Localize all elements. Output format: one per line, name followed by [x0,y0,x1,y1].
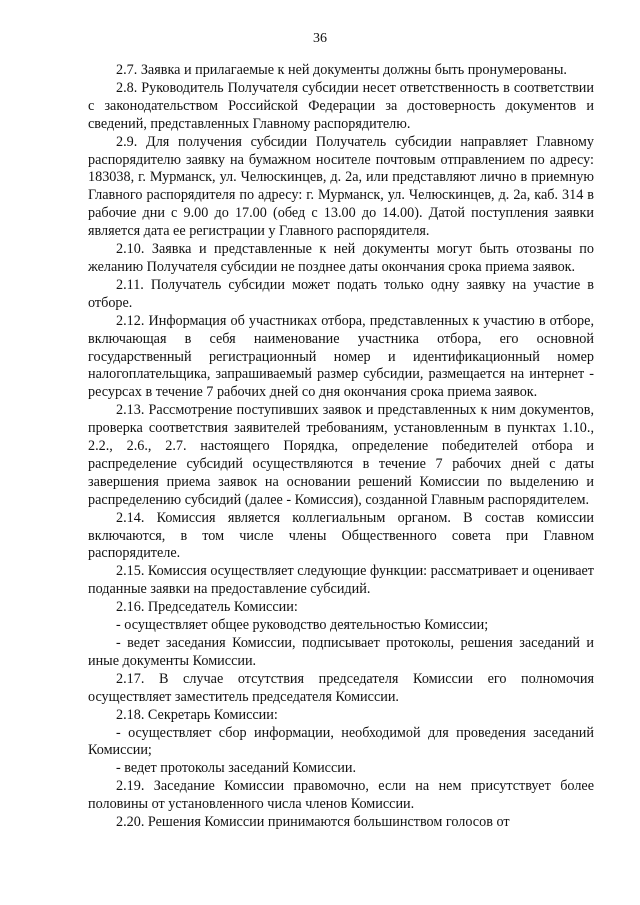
paragraph-2-8: 2.8. Руководитель Получателя субсидии несет ответственность в соответствии с законодательством Российской Федерации за достоверность документов и сведений, представленных Главному распорядителю. [88,79,594,132]
paragraph-2-15: 2.15. Комиссия осуществляет следующие функции: рассматривает и оценивает поданные заявки на предоставление субсидий. [88,563,594,598]
paragraph-2-10: 2.10. Заявка и представленные к ней документы могут быть отозваны по желанию Получателя субсидии не позднее даты окончания срока приема заявок. [88,241,594,275]
list-item: - осуществляет общее руководство деятельностью Комиссии; [116,617,489,634]
list-item: - ведет заседания Комиссии, подписывает протоколы, решения заседаний и иные документы Комиссии. [88,635,594,669]
list-item: - ведет протоколы заседаний Комиссии. [116,760,356,777]
paragraph-2-16: 2.16. Председатель Комиссии: [116,599,298,616]
paragraph-2-13: 2.13. Рассмотрение поступивших заявок и представленных к ним документов, проверка соответствия заявителей требованиям, установленным в пунктах 1.10., 2.2., 2.6., 2.7. настоящего Порядка, определение победителей отбора и распределение субсидий осуществляются в течение 7 рабочих дней с даты завершения приема заявок на основании решений Комиссии по выделению и распределению субсидий (далее - Комиссия), созданной Главным распорядителем. [88,402,594,508]
paragraph-2-12: 2.12. Информация об участниках отбора, представленных к участию в отборе, включающая в себя наименование участника отбора, его основной государственный регистрационный номер и идентификационный номер налогоплательщика, запрашиваемый размер субсидии, размещается на интернет - ресурсах в течение 7 рабочих дней со дня окончания срока приема заявок. [88,312,594,401]
paragraph-2-17: 2.17. В случае отсутствия председателя Комиссии его полномочия осуществляет заместитель председателя Комиссии. [88,670,594,705]
paragraph-2-7: 2.7. Заявка и прилагаемые к ней документы должны быть пронумерованы. [116,62,567,78]
paragraph-2-11: 2.11. Получатель субсидии может подать только одну заявку на участие в отборе. [88,276,594,311]
page-number: 36 [313,31,327,46]
list-item: - осуществляет сбор информации, необходимой для проведения заседаний Комиссии; [88,724,594,759]
paragraph-2-20: 2.20. Решения Комиссии принимаются большинством голосов от [116,814,510,831]
paragraph-2-19: 2.19. Заседание Комиссии правомочно, если на нем присутствует более половины от установленного числа членов Комиссии. [88,778,594,813]
document-body [88,62,594,832]
paragraph-2-18: 2.18. Секретарь Комиссии: [116,706,278,723]
paragraph-2-9: 2.9. Для получения субсидии Получатель субсидии направляет Главному распорядителю заявку на бумажном носителе почтовым отправлением по адресу: 183038, г. Мурманск, ул. Челюскинцев, д. 2а, или представляют лично в приемную Главного распорядителя по адресу: г. Мурманск, ул. Челюскинцев, д. 2а, каб. 314 в рабочие дни с 9.00 до 17.00 (обед с 13.00 до 14.00). Датой поступления заявки является дата ее регистрации у Главного распорядителя. [88,133,594,240]
paragraph-2-14: 2.14. Комиссия является коллегиальным органом. В состав комиссии включаются, в том числе члены Общественного совета при Главном распорядителе. [88,509,594,562]
